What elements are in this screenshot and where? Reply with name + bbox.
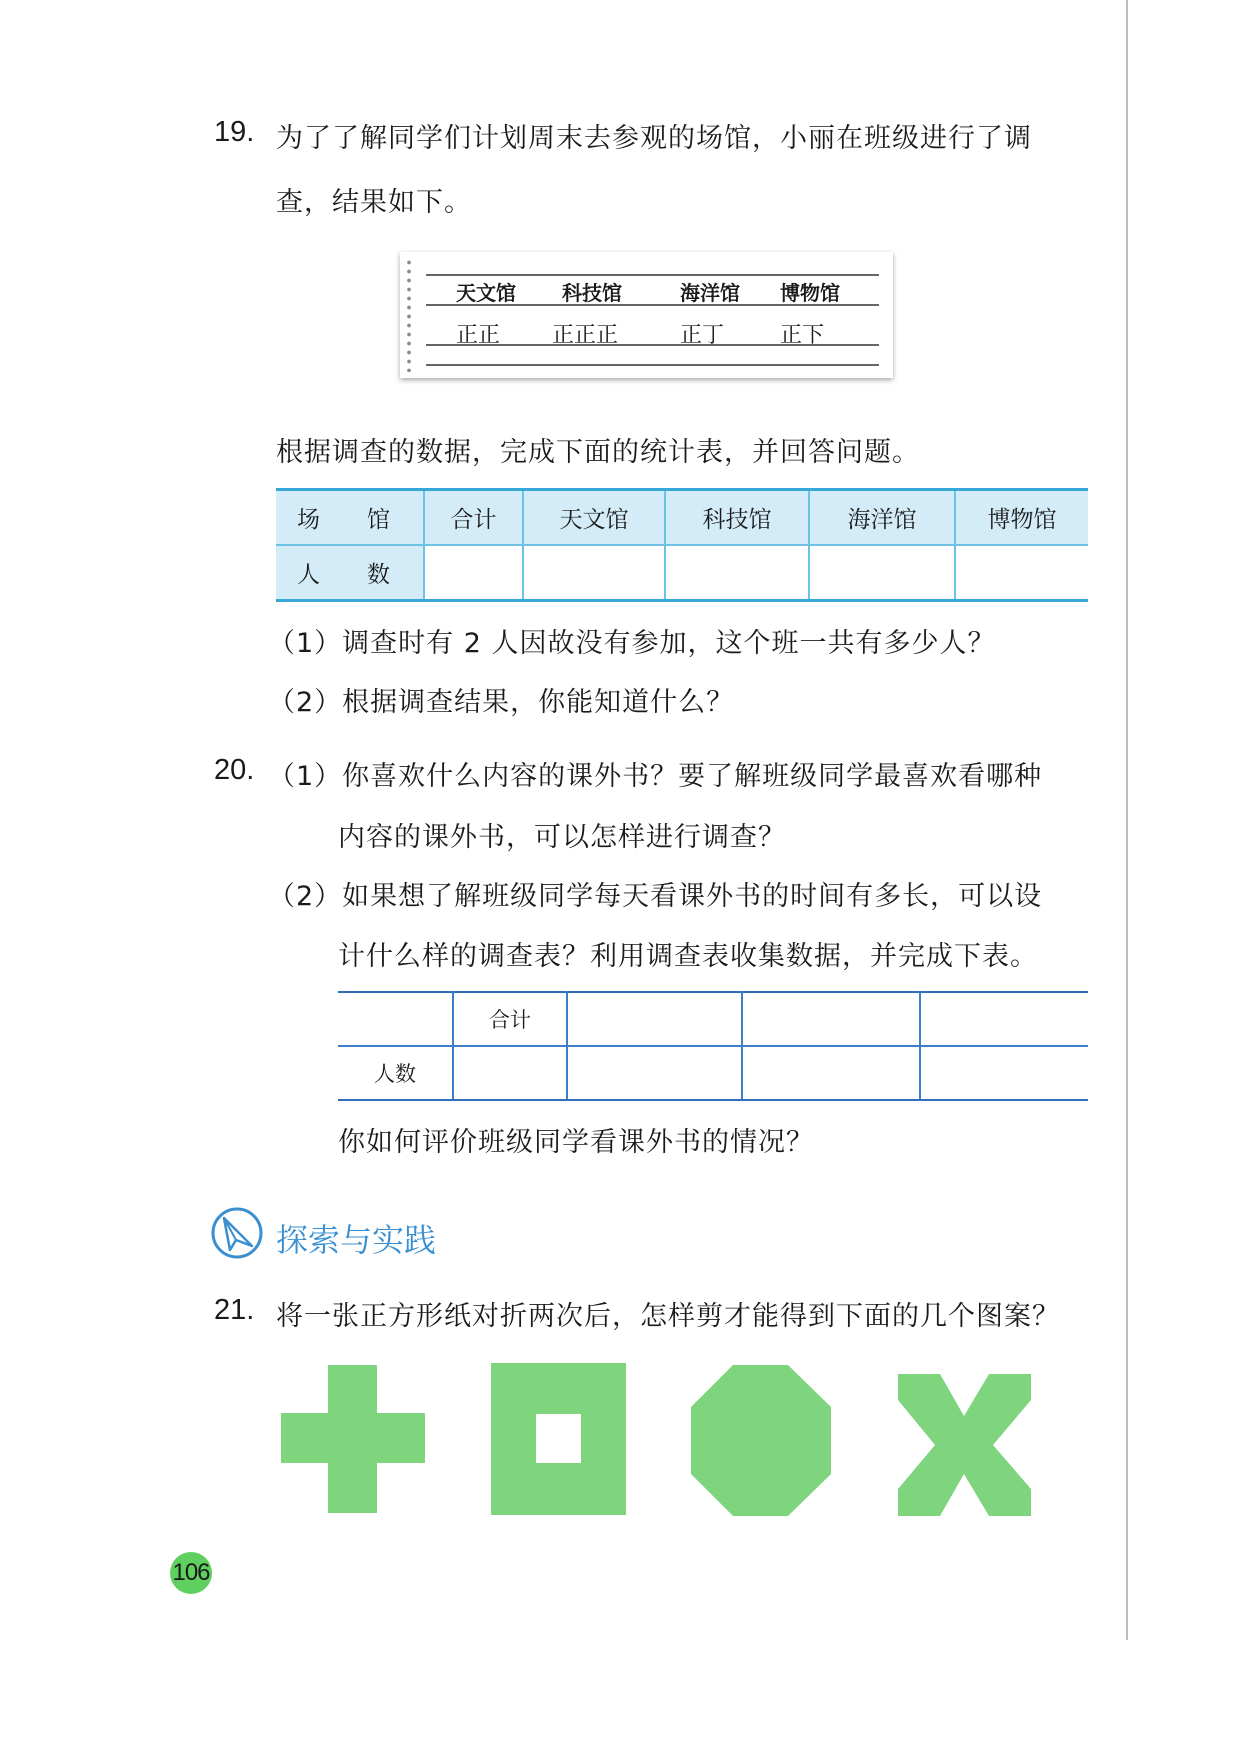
table-cell[interactable] <box>920 1046 1088 1100</box>
table-cell[interactable] <box>742 992 920 1046</box>
venue-statistics-table <box>276 488 1088 602</box>
notebook-venue: 博物馆 <box>780 281 840 305</box>
notebook-rule <box>426 274 879 276</box>
notebook-venue: 天文馆 <box>456 281 516 305</box>
square-hole-shape <box>491 1363 626 1515</box>
table-header-cell: 博物馆 <box>955 490 1088 546</box>
notebook-tally: 正下 <box>780 323 825 348</box>
table-cell[interactable] <box>523 545 665 601</box>
notebook-tally: 正正 <box>456 323 501 348</box>
table-cell[interactable] <box>567 1046 742 1100</box>
table-header-cell: 场 馆 <box>276 490 424 546</box>
table-row <box>338 1046 1088 1100</box>
table-header-cell: 科技馆 <box>665 490 809 546</box>
q21-text: 将一张正方形纸对折两次后，怎样剪才能得到下面的几个图案？ <box>276 1301 1060 1332</box>
table-header-cell: 天文馆 <box>523 490 665 546</box>
q19-sub1: （1）调查时有 2 人因故没有参加，这个班一共有多少人？ <box>268 628 996 659</box>
q19-number: 19. <box>214 116 255 148</box>
table-cell[interactable] <box>424 545 523 601</box>
q20-question: 你如何评价班级同学看课外书的情况？ <box>338 1127 814 1158</box>
q19-text-line2: 查，结果如下。 <box>276 187 472 218</box>
paper-plane-icon <box>210 1206 264 1260</box>
table-row-label: 人数 <box>338 1046 453 1100</box>
notebook-rule <box>426 364 879 366</box>
table-cell[interactable] <box>338 992 453 1046</box>
notebook-tally: 正丁 <box>680 323 725 348</box>
table-row <box>276 545 1088 601</box>
section-title: 探索与实践 <box>276 1221 437 1259</box>
notebook-venue: 科技馆 <box>562 281 622 305</box>
table-cell[interactable] <box>742 1046 920 1100</box>
tally-notebook <box>400 252 893 378</box>
q19-instruction: 根据调查的数据，完成下面的统计表，并回答问题。 <box>276 437 920 468</box>
notebook-venue: 海洋馆 <box>680 281 740 305</box>
q19-sub2: （2）根据调查结果，你能知道什么？ <box>268 687 735 718</box>
table-cell[interactable] <box>665 545 809 601</box>
q19-text-line1: 为了了解同学们计划周末去参观的场馆，小丽在班级进行了调 <box>276 123 1032 154</box>
table-header-cell: 海洋馆 <box>809 490 955 546</box>
table-cell[interactable] <box>567 992 742 1046</box>
notebook-tally: 正正正 <box>552 323 619 348</box>
table-header-cell: 合计 <box>453 992 567 1046</box>
table-cell[interactable] <box>809 545 955 601</box>
page-number: 106 <box>172 1559 210 1586</box>
notebook-spiral <box>404 258 414 372</box>
reading-time-table <box>338 991 1088 1101</box>
q20-sub1-line2: 内容的课外书，可以怎样进行调查？ <box>338 822 786 853</box>
q20-sub1-line1: （1）你喜欢什么内容的课外书？要了解班级同学最喜欢看哪种 <box>268 761 1043 792</box>
table-header-cell: 合计 <box>424 490 523 546</box>
table-cell[interactable] <box>955 545 1088 601</box>
table-row <box>276 490 1088 546</box>
table-cell[interactable] <box>453 1046 567 1100</box>
q20-sub2-line1: （2）如果想了解班级同学每天看课外书的时间有多长，可以设 <box>268 881 1043 912</box>
cutout-shapes <box>0 1356 1240 1526</box>
page-number-badge <box>170 1552 212 1594</box>
q20-number: 20. <box>214 754 255 786</box>
table-row <box>338 992 1088 1046</box>
q20-sub2-line2: 计什么样的调查表？利用调查表收集数据，并完成下表。 <box>338 941 1038 972</box>
x-shape <box>898 1374 1031 1516</box>
q21-number: 21. <box>214 1294 255 1326</box>
table-cell[interactable] <box>920 992 1088 1046</box>
octagon-shape <box>691 1365 831 1516</box>
plus-shape <box>281 1365 425 1513</box>
table-row-label: 人 数 <box>276 545 424 601</box>
